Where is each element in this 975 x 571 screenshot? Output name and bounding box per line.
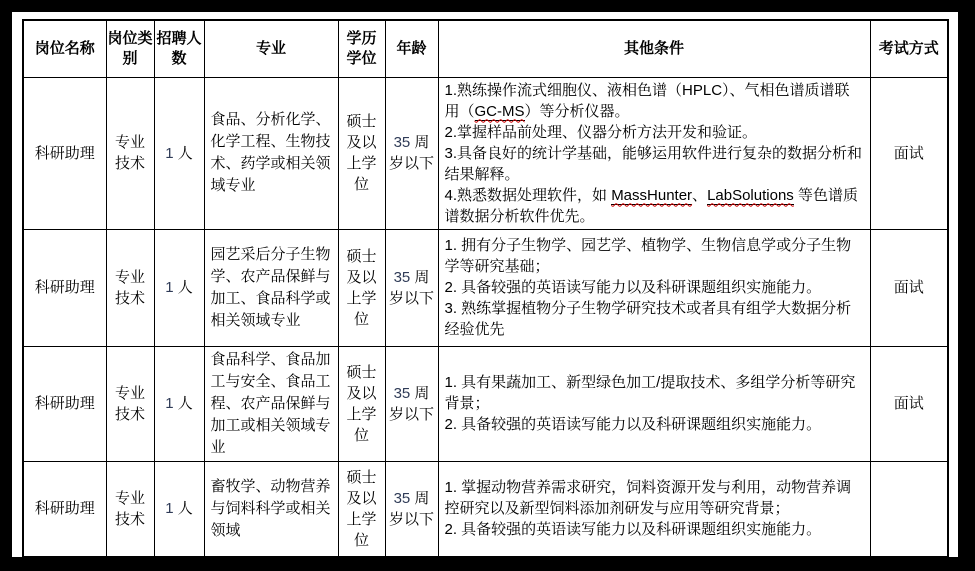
table-body bbox=[23, 77, 948, 557]
spellcheck-word: LabSolutions bbox=[707, 186, 794, 204]
cell-major: 食品、分析化学、化学工程、生物技术、药学或相关领域专业 bbox=[204, 77, 338, 229]
cell-degree: 硕士及以上学位 bbox=[338, 229, 385, 346]
condition-item: 1. 具有果蔬加工、新型绿色加工/提取技术、多组学分析等研究背景； bbox=[444, 374, 856, 412]
cell-category: 专业技术 bbox=[106, 346, 154, 461]
condition-item: 2. 具备较强的英语读写能力以及科研课题组织实施能力。 bbox=[444, 416, 822, 433]
cell-age: 35 周岁以下 bbox=[385, 229, 438, 346]
cell-headcount: 1 人 bbox=[154, 461, 204, 557]
condition-item: 1.熟练操作流式细胞仪、液相色谱（HPLC）、气相色谱质谱联用（GC-MS）等分析仪器。 bbox=[444, 81, 850, 120]
condition-item: 3.具备良好的统计学基础，能够运用软件进行复杂的数据分析和结果解释。 bbox=[444, 144, 863, 183]
column-header-exam: 考试方式 bbox=[870, 20, 948, 77]
cell-headcount: 1 人 bbox=[154, 229, 204, 346]
cell-exam: 面试 bbox=[870, 77, 948, 229]
cell-degree: 硕士及以上学位 bbox=[338, 461, 385, 557]
headcount-number: 1 bbox=[165, 395, 174, 412]
column-header-age: 年龄 bbox=[385, 20, 438, 77]
recruitment-table bbox=[22, 19, 949, 558]
cell-age: 35 周岁以下 bbox=[385, 461, 438, 557]
column-header-headcount: 招聘人数 bbox=[154, 20, 204, 77]
condition-item: 3. 熟练掌握植物分子生物学研究技术或者具有组学大数据分析经验优先 bbox=[444, 300, 852, 338]
condition-item: 1. 拥有分子生物学、园艺学、植物学、生物信息学或分子生物学等研究基础； bbox=[444, 237, 852, 275]
condition-item: 2. 具备较强的英语读写能力以及科研课题组织实施能力。 bbox=[444, 279, 822, 296]
header-row bbox=[23, 20, 948, 77]
age-number: 35 bbox=[393, 384, 411, 402]
cell-headcount: 1 人 bbox=[154, 77, 204, 229]
condition-item: 4.熟悉数据处理软件，如 MassHunter、LabSolutions 等色谱质谱数据分析软件优先。 bbox=[444, 186, 858, 225]
table-row bbox=[23, 229, 948, 346]
headcount-number: 1 bbox=[165, 144, 174, 162]
age-number: 35 bbox=[393, 268, 411, 286]
cell-position: 科研助理 bbox=[23, 346, 106, 461]
age-number: 35 bbox=[393, 489, 411, 507]
cell-major: 食品科学、食品加工与安全、食品工程、农产品保鲜与加工或相关领域专业 bbox=[204, 346, 338, 461]
table-row bbox=[23, 461, 948, 557]
document-page bbox=[12, 12, 958, 557]
cell-age: 35 周岁以下 bbox=[385, 346, 438, 461]
column-header-position: 岗位名称 bbox=[23, 20, 106, 77]
cell-category: 专业技术 bbox=[106, 461, 154, 557]
cell-headcount: 1 人 bbox=[154, 346, 204, 461]
spellcheck-word: MassHunter bbox=[611, 186, 693, 204]
column-header-conditions: 其他条件 bbox=[438, 20, 870, 77]
column-header-category: 岗位类别 bbox=[106, 20, 154, 77]
spellcheck-word: GC-MS bbox=[474, 102, 525, 120]
cell-degree: 硕士及以上学位 bbox=[338, 346, 385, 461]
cell-conditions bbox=[438, 229, 870, 346]
cell-category: 专业技术 bbox=[106, 77, 154, 229]
headcount-number: 1 bbox=[165, 500, 174, 518]
cell-conditions bbox=[438, 77, 870, 229]
cell-conditions bbox=[438, 346, 870, 461]
cell-exam: 面试 bbox=[870, 346, 948, 461]
condition-item: 2. 具备较强的英语读写能力以及科研课题组织实施能力。 bbox=[444, 521, 822, 539]
cell-age: 35 周岁以下 bbox=[385, 77, 438, 229]
cell-major: 畜牧学、动物营养与饲料科学或相关领域 bbox=[204, 461, 338, 557]
cell-category: 专业技术 bbox=[106, 229, 154, 346]
cell-position: 科研助理 bbox=[23, 77, 106, 229]
condition-item: 1. 掌握动物营养需求研究，饲料资源开发与利用，动物营养调控研究以及新型饲料添加剂研发与应用等研究背景； bbox=[444, 479, 852, 518]
cell-position: 科研助理 bbox=[23, 461, 106, 557]
column-header-degree: 学历学位 bbox=[338, 20, 385, 77]
table-row bbox=[23, 77, 948, 229]
headcount-number: 1 bbox=[165, 279, 174, 296]
cell-degree: 硕士及以上学位 bbox=[338, 77, 385, 229]
cell-conditions bbox=[438, 461, 870, 557]
age-number: 35 bbox=[393, 134, 411, 151]
condition-item: 2.掌握样品前处理、仪器分析方法开发和验证。 bbox=[444, 123, 758, 141]
column-header-major: 专业 bbox=[204, 20, 338, 77]
cell-exam bbox=[870, 461, 948, 557]
cell-major: 园艺采后分子生物学、农产品保鲜与加工、食品科学或相关领域专业 bbox=[204, 229, 338, 346]
cell-position: 科研助理 bbox=[23, 229, 106, 346]
table-row bbox=[23, 346, 948, 461]
cell-exam: 面试 bbox=[870, 229, 948, 346]
